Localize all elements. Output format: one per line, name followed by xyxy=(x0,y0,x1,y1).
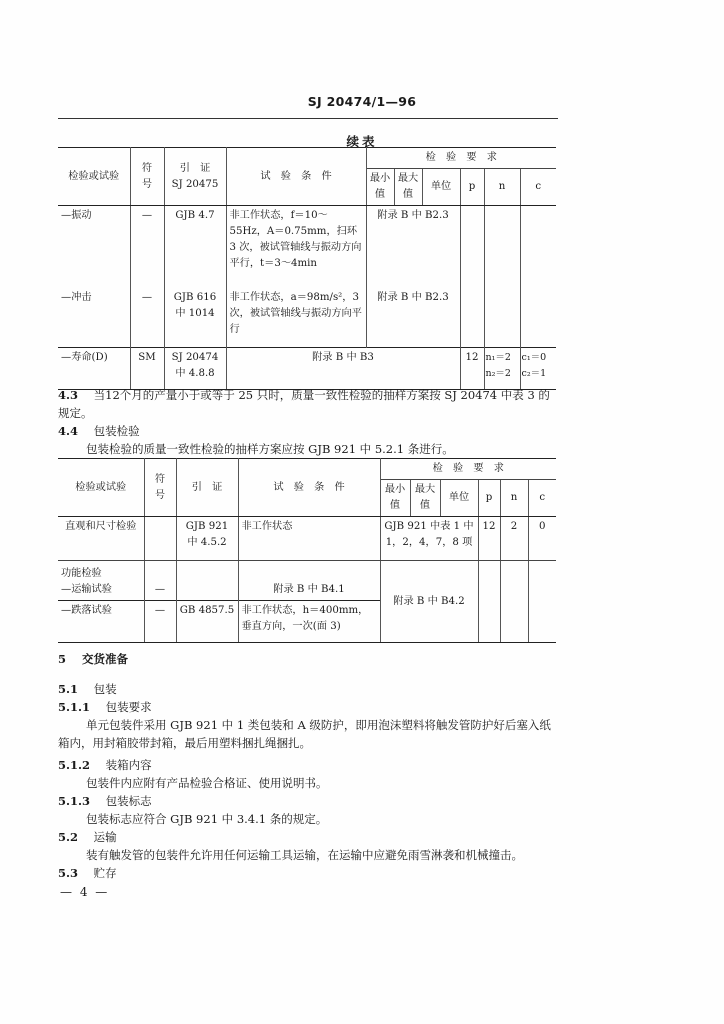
col-header-n: n xyxy=(500,480,528,517)
section-5-2-heading xyxy=(58,828,558,846)
section-number: 5.3 xyxy=(58,866,79,880)
header-rule xyxy=(58,118,558,119)
row-requirement: GJB 921 中表 1 中 1，2，4，7，8 项 xyxy=(380,517,478,561)
row-reference: GJB 921 中 4.5.2 xyxy=(176,517,238,561)
row-reference: GJB 616 中 1014 xyxy=(164,288,226,348)
col-header-c: c xyxy=(528,480,556,517)
row-requirement: 附录 B 中 B2.3 xyxy=(366,288,460,348)
section-5-1-2-text: 包装件内应附有产品检验合格证、使用说明书。 xyxy=(86,776,328,790)
section-number: 5.1 xyxy=(58,682,79,696)
col-header-symbol: 符 号 xyxy=(144,459,176,517)
inspection-table-continued xyxy=(58,147,556,390)
document-code: SJ 20474/1—96 xyxy=(307,94,417,109)
col-header-item: 检验或试验 xyxy=(58,459,144,517)
col-header-min: 最小值 xyxy=(380,480,410,517)
row-p: 12 xyxy=(460,348,484,390)
section-title: 运输 xyxy=(93,830,117,844)
col-header-p: p xyxy=(478,480,500,517)
row-n xyxy=(484,348,520,390)
row-condition: 非工作状态，a＝98m/s²，3 次，被试管轴线与振动方向平行 xyxy=(226,288,366,348)
row-c1: c₁＝0 xyxy=(521,352,547,363)
row-n1: n₁＝2 xyxy=(485,352,511,363)
row-reference: SJ 20474 中 4.8.8 xyxy=(164,348,226,390)
row-requirement: 附录 B 中 B3 xyxy=(226,348,460,390)
section-4-4-heading xyxy=(58,422,558,440)
col-header-max: 最大值 xyxy=(394,169,422,206)
section-5-2-text: 装有触发管的包装件允许用任何运输工具运输，在运输中应避免雨雪淋袭和机械撞击。 xyxy=(86,848,523,862)
section-4-3 xyxy=(58,386,558,422)
section-title: 包装要求 xyxy=(105,700,152,714)
section-5-3-heading xyxy=(58,864,558,882)
group-label: 功能检验 xyxy=(61,568,102,579)
section-number: 5.1.2 xyxy=(58,758,91,772)
col-header-requirement: 检 验 要 求 xyxy=(380,459,556,480)
row-n: 2 xyxy=(500,517,528,561)
section-number: 5.1.1 xyxy=(58,700,91,714)
row-item: —跌落试验 xyxy=(58,601,144,643)
section-number: 5 xyxy=(58,652,67,666)
section-4-4-text: 包装检验的质量一致性检验的抽样方案应按 GJB 921 中 5.2.1 条进行。 xyxy=(86,442,454,456)
row-item: —运输试验 xyxy=(61,584,112,595)
section-number: 4.4 xyxy=(58,424,79,438)
col-header-condition: 试 验 条 件 xyxy=(238,459,380,517)
section-title: 包装标志 xyxy=(105,794,152,808)
row-symbol: — xyxy=(144,561,176,601)
col-header-unit: 单位 xyxy=(440,480,478,517)
row-item: —振动 xyxy=(58,206,130,288)
row-requirement: 附录 B 中 B2.3 xyxy=(366,206,460,288)
section-title: 包装 xyxy=(93,682,117,696)
row-c2: c₂＝1 xyxy=(521,368,547,379)
row-p: 12 xyxy=(478,517,500,561)
section-number: 4.3 xyxy=(58,388,79,402)
row-symbol: SM xyxy=(130,348,164,390)
row-condition: 非工作状态，f＝10～55Hz，A＝0.75mm，扫环 3 次，被试管轴线与振动方向平行，t＝3～4min xyxy=(226,206,366,288)
section-5-1-3-heading xyxy=(58,792,558,810)
row-item: 直观和尺寸检验 xyxy=(58,517,144,561)
section-text: 当12个月的产量小于或等于 25 只时，质量一致性检验的抽样方案按 SJ 20474 中表 3 的规定。 xyxy=(58,388,550,420)
section-title: 装箱内容 xyxy=(105,758,152,772)
row-reference: GJB 4.7 xyxy=(164,206,226,288)
col-header-requirement: 检 验 要 求 xyxy=(366,148,556,169)
col-header-reference xyxy=(164,148,226,206)
section-number: 5.1.3 xyxy=(58,794,91,808)
col-header-unit: 单位 xyxy=(422,169,460,206)
row-n2: n₂＝2 xyxy=(485,368,511,379)
row-requirement: 附录 B 中 B4.2 xyxy=(380,561,478,643)
section-title: 交货准备 xyxy=(82,652,129,666)
section-5-1-heading xyxy=(58,680,558,698)
section-5-1-2-heading xyxy=(58,756,558,774)
row-symbol: — xyxy=(144,601,176,643)
packaging-inspection-table xyxy=(58,458,556,643)
col-header-n: n xyxy=(484,169,520,206)
col-header-reference: 引 证 xyxy=(176,459,238,517)
section-title: 包装检验 xyxy=(93,424,140,438)
row-item: —冲击 xyxy=(58,288,130,348)
row-item: —寿命(D) xyxy=(58,348,130,390)
col-header-reference-std: SJ 20475 xyxy=(171,178,219,190)
section-5-1-1-text: 单元包装件采用 GJB 921 中 1 类包装和 A 级防护，即用泡沫塑料将触发管防护好后塞入纸箱内，用封箱胶带封箱，最后用塑料捆扎绳捆扎。 xyxy=(58,718,551,750)
col-header-min: 最小值 xyxy=(366,169,394,206)
row-symbol: — xyxy=(130,288,164,348)
row-item-group xyxy=(58,561,144,601)
col-header-max: 最大值 xyxy=(410,480,440,517)
row-c: 0 xyxy=(528,517,556,561)
section-number: 5.2 xyxy=(58,830,79,844)
col-header-c: c xyxy=(520,169,556,206)
col-header-symbol: 符 号 xyxy=(130,148,164,206)
row-condition: 非工作状态，h＝400mm，垂直方向，一次(面 3) xyxy=(238,601,380,643)
row-reference: GB 4857.5 xyxy=(176,601,238,643)
row-c xyxy=(520,348,556,390)
col-header-item: 检验或试验 xyxy=(58,148,130,206)
section-5-1-1-heading xyxy=(58,698,558,716)
row-condition: 附录 B 中 B4.1 xyxy=(238,561,380,601)
table-continued-title: 续表 xyxy=(346,134,378,149)
row-condition: 非工作状态 xyxy=(238,517,380,561)
col-header-reference-label: 引 证 xyxy=(179,162,211,174)
section-title: 贮存 xyxy=(93,866,117,880)
page-number: — 4 — xyxy=(60,885,110,899)
section-5-1-3-text: 包装标志应符合 GJB 921 中 3.4.1 条的规定。 xyxy=(86,812,328,826)
section-5-heading xyxy=(58,650,558,668)
row-symbol: — xyxy=(130,206,164,288)
col-header-condition: 试 验 条 件 xyxy=(226,148,366,206)
col-header-p: p xyxy=(460,169,484,206)
